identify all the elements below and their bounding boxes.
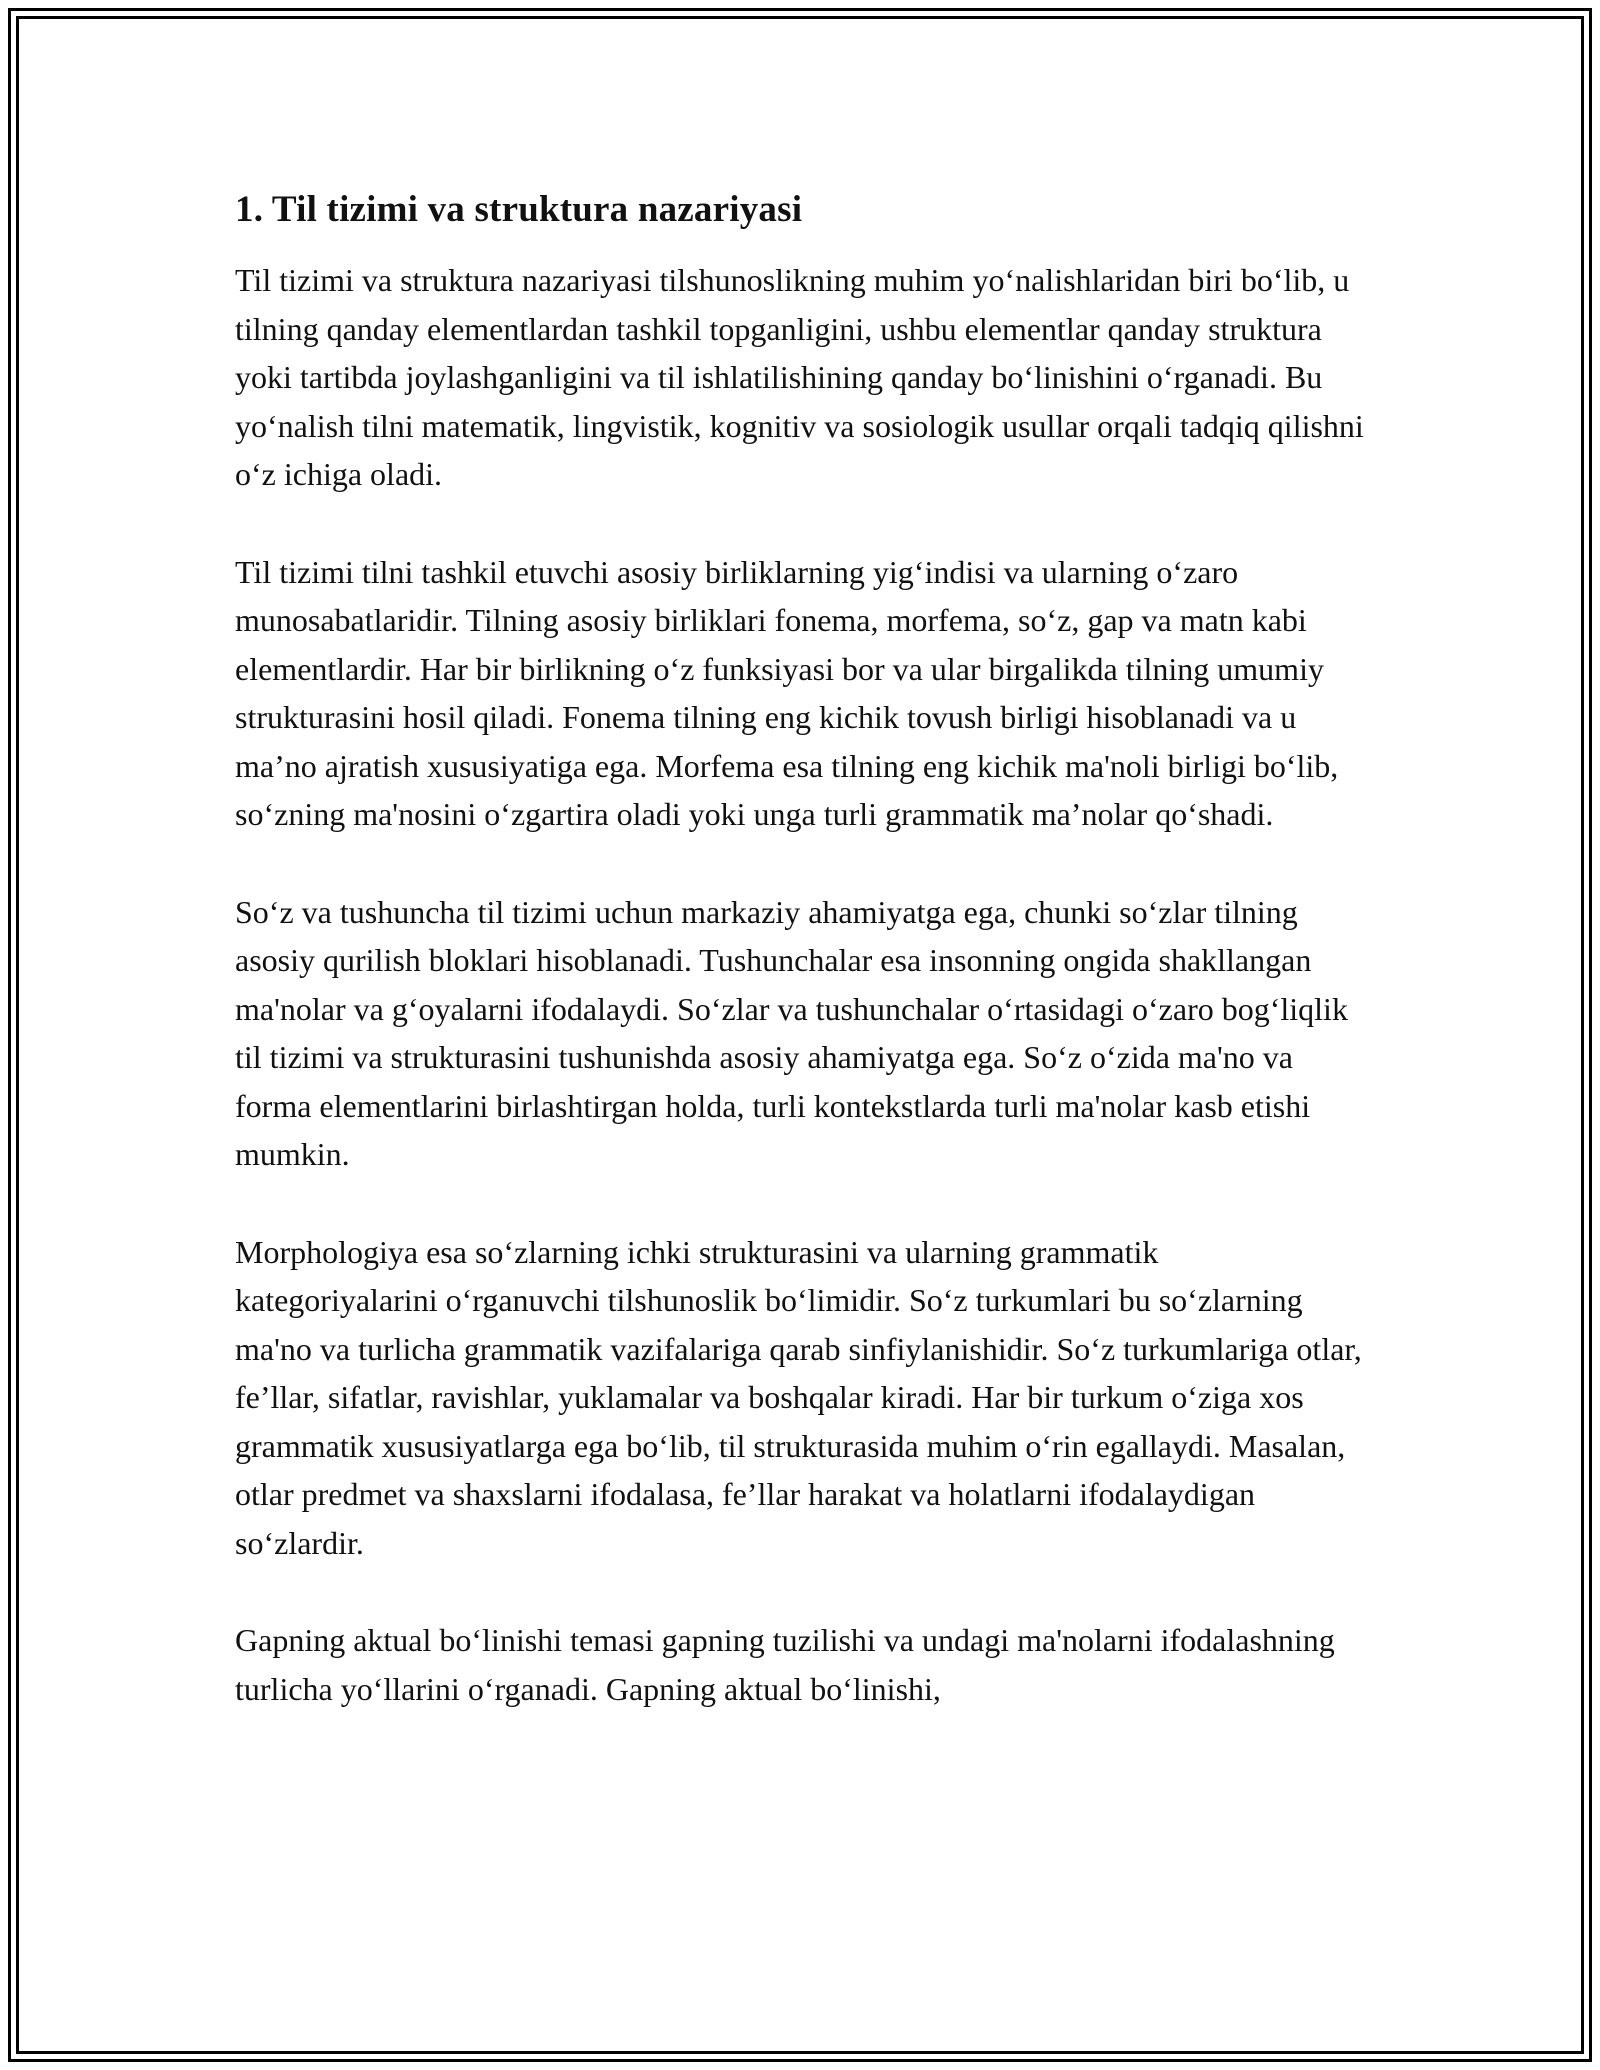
paragraph-5: Gapning aktual bo‘linishi temasi gapning tuzilishi va undagi ma'nolarni ifodalashning turlicha yo‘llarini o‘rganadi. Gapning aktual bo‘linishi, [235, 1622, 1335, 1707]
document-body [235, 186, 1365, 1713]
paragraph-2: Til tizimi tilni tashkil etuvchi asosiy birliklarning yig‘indisi va ularning o‘zaro munosabatlaridir. Tilning asosiy birliklari fonema, morfema, so‘z, gap va matn kabi elementlardir. Har bir birlikning o‘z funksiyasi bor va ular birgalikda tilning umumiy strukturasini hosil qiladi. Fonema tilning eng kichik tovush birligi hisoblanadi va u ma’no ajratish xususiyatiga ega. Morfema esa tilning eng kichik ma'noli birligi bo‘lib, so‘zning ma'nosini o‘zgartira oladi yoki unga turli grammatik ma’nolar qo‘shadi. [235, 553, 1339, 833]
paragraph-1: Til tizimi va struktura nazariyasi tilshunoslikning muhim yo‘nalishlaridan biri bo‘lib, u tilning qanday elementlardan tashkil topganligini, ushbu elementlar qanday struktura yoki tartibda joylashganligini va til ishlatilishining qanday bo‘linishini o‘rganadi. Bu yo‘nalish tilni matematik, lingvistik, kognitiv va sosiologik usullar orqali tadqiq qilishni o‘z ichiga oladi. [235, 262, 1364, 493]
section-heading: 1. Til tizimi va struktura nazariyasi [235, 189, 803, 230]
paragraph-4: Morphologiya esa so‘zlarning ichki strukturasini va ularning grammatik kategoriyalarini o‘rganuvchi tilshunoslik bo‘limidir. So‘z turkumlari bu so‘zlarning ma'no va turlicha grammatik vazifalariga qarab sinfiylanishidir. So‘z turkumlariga otlar, fe’llar, sifatlar, ravishlar, yuklamalar va boshqalar kiradi. Har bir turkum o‘ziga xos grammatik xususiyatlarga ega bo‘lib, til strukturasida muhim o‘rin egallaydi. Masalan, otlar predmet va shaxslarni ifodalasa, fe’llar harakat va holatlarni ifodalaydigan so‘zlardir. [235, 1233, 1362, 1561]
paragraph-3: So‘z va tushuncha til tizimi uchun markaziy ahamiyatga ega, chunki so‘zlar tilning asosiy qurilish bloklari hisoblanadi. Tushunchalar esa insonning ongida shakllangan ma'nolar va g‘oyalarni ifodalaydi. So‘zlar va tushunchalar o‘rtasidagi o‘zaro bog‘liqlik til tizimi va strukturasini tushunishda asosiy ahamiyatga ega. So‘z o‘zida ma'no va forma elementlarini birlashtirgan holda, turli kontekstlarda turli ma'nolar kasb etishi mumkin. [235, 893, 1348, 1173]
